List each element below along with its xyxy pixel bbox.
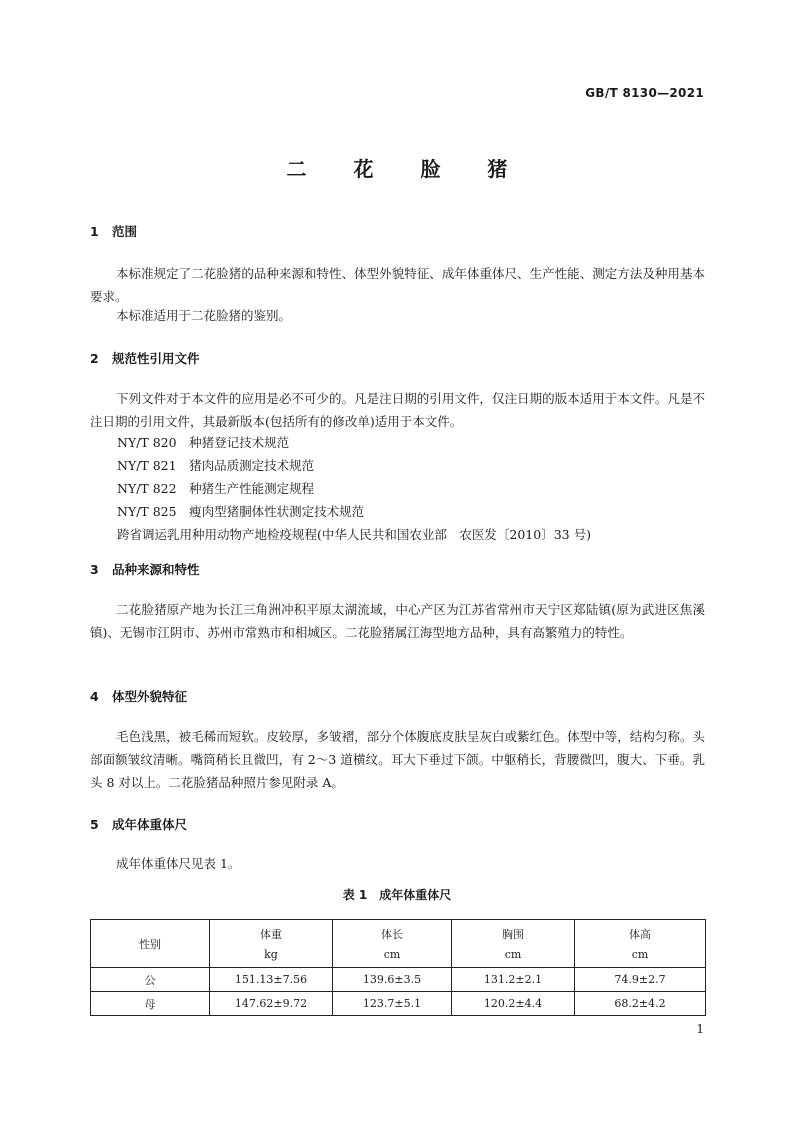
standard-code: GB/T 8130—2021 [585,86,704,100]
table-caption: 表 1 成年体重体尺 [342,888,452,902]
paragraph: 二花脸猪原产地为长江三角洲冲积平原太湖流域，中心产区为江苏省常州市天宁区郑陆镇(原为武进区焦溪镇)、无锡市江阴市、苏州市常熟市和相城区。二花脸猪属江海型地方品种，具有高繁殖力的特性。 [90,602,705,640]
header-body-length: 体长 cm [333,920,452,968]
table-cell: 母 [91,992,210,1016]
table-cell: 151.13±7.56 [210,968,333,992]
table-row [91,992,706,1016]
section-title: 品种来源和特性 [112,562,200,577]
section-heading-adult-weight [90,815,187,833]
unit-label: cm [504,948,522,961]
table-cell: 68.2±4.2 [575,992,706,1016]
section-title: 规范性引用文件 [112,351,200,366]
section-number: 1 [90,224,99,239]
section-number: 3 [90,562,99,577]
table-cell: 147.62±9.72 [210,992,333,1016]
section-number: 2 [90,351,99,366]
section-heading-breed-origin [90,560,200,578]
table-cell: 公 [91,968,210,992]
reference-item: 跨省调运乳用种用动物产地检疫规程(中华人民共和国农业部 农医发〔2010〕33 号) [117,527,591,542]
header-chest-girth: 胸围 cm [452,920,575,968]
reference-item: NY/T 821 猪肉品质测定技术规范 [117,458,315,473]
document-title: 二 花 脸 猪 [286,157,528,181]
table-cell: 120.2±4.4 [452,992,575,1016]
section-title: 范围 [112,224,138,239]
section-heading-appearance [90,687,187,705]
measurement-table [90,919,706,1016]
table-header-row [91,920,706,968]
table-cell: 74.9±2.7 [575,968,706,992]
paragraph: 成年体重体尺见表 1。 [116,856,241,871]
table-cell: 139.6±3.5 [333,968,452,992]
paragraph: 本标准规定了二花脸猪的品种来源和特性、体型外貌特征、成年体重体尺、生产性能、测定方法及种用基本要求。 [90,266,705,304]
reference-item: NY/T 822 种猪生产性能测定规程 [117,481,315,496]
section-title: 体型外貌特征 [112,689,188,704]
paragraph: 本标准适用于二花脸猪的鉴别。 [116,308,292,323]
section-heading-normative-references [90,349,200,367]
section-number: 4 [90,689,99,704]
paragraph: 下列文件对于本文件的应用是必不可少的。凡是注日期的引用文件，仅注日期的版本适用于本文件。凡是不注日期的引用文件，其最新版本(包括所有的修改单)适用于本文件。 [90,391,705,429]
unit-label: kg [264,948,278,961]
reference-item: NY/T 820 种猪登记技术规范 [117,435,290,450]
header-weight: 体重 kg [210,920,333,968]
table-cell: 123.7±5.1 [333,992,452,1016]
paragraph: 毛色浅黑，被毛稀而短软。皮较厚，多皱褶，部分个体腹底皮肤呈灰白或紫红色。体型中等，结构匀称。头部面额皱纹清晰。嘴筒稍长且微凹，有 2～3 道横纹。耳大下垂过下颌。中躯稍长，背腰微凹，腹大、下垂。乳头 8 对以上。二花脸猪品种照片参见附录 A。 [90,729,705,790]
table-cell: 131.2±2.1 [452,968,575,992]
page-number: 1 [696,1022,704,1036]
header-sex: 性别 [91,920,210,968]
section-number: 5 [90,817,99,832]
table-row [91,968,706,992]
reference-item: NY/T 825 瘦肉型猪胴体性状测定技术规范 [117,504,365,519]
section-title: 成年体重体尺 [112,817,188,832]
unit-label: cm [631,948,649,961]
section-heading-scope [90,222,137,240]
unit-label: cm [383,948,401,961]
header-body-height: 体高 cm [575,920,706,968]
